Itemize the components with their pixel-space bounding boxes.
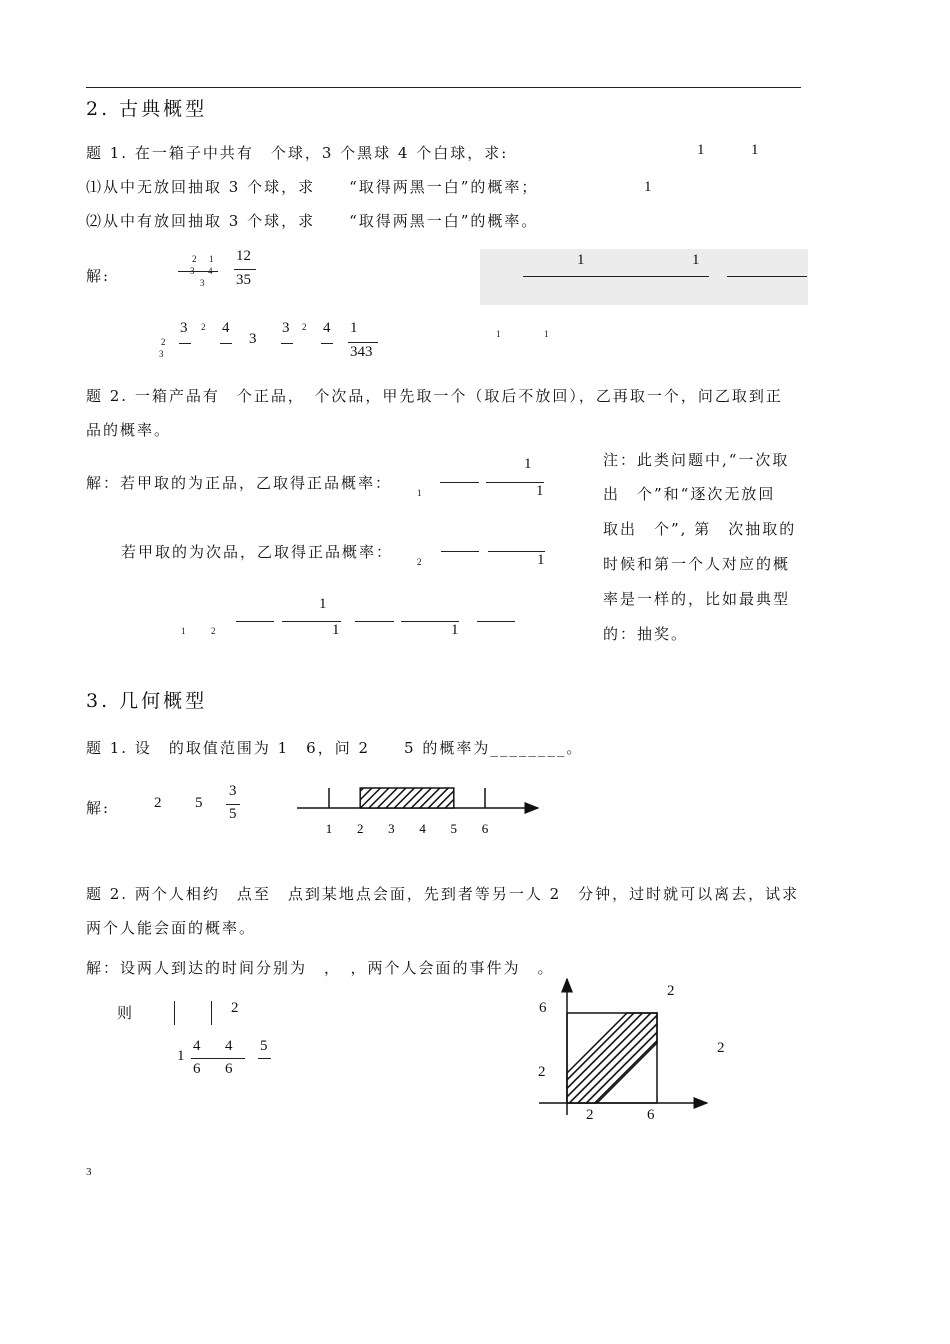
gray-band	[480, 249, 808, 305]
expr-sup: 2	[302, 322, 307, 332]
q1-side-num: 1	[751, 142, 759, 158]
solution-label: 解:	[86, 799, 111, 817]
fraction-denominator: 6	[225, 1061, 233, 1077]
fraction-numerator: 3	[229, 783, 237, 799]
small-index: 1	[209, 254, 214, 264]
geo-sol2-line: 解：设两人到达的时间分别为 ， ，两个人会面的事件为 。	[86, 959, 555, 977]
graph-side-label: 2	[717, 1040, 725, 1056]
tiny-num: 1	[544, 329, 549, 339]
note-line: 注：此类问题中,“一次取	[603, 451, 790, 469]
dash-bar	[236, 621, 274, 622]
top-rule	[86, 87, 801, 88]
expr-num: 4	[222, 320, 230, 336]
sol2-case1: 解：若甲取的为正品，乙取得正品概率：	[86, 474, 393, 492]
small-index: 3	[159, 349, 164, 359]
graph-label: 2	[586, 1107, 594, 1123]
fraction-numerator: 5	[260, 1038, 268, 1054]
graph-side-label: 2	[667, 983, 675, 999]
fraction-numerator: 1	[350, 320, 358, 336]
small-index: 2	[192, 254, 197, 264]
shaded-interval	[360, 788, 454, 808]
expr-num: 3	[180, 320, 188, 336]
solution-label: 解:	[86, 267, 111, 285]
fraction-denominator: 5	[229, 806, 237, 822]
fraction-denominator: 35	[236, 272, 251, 288]
q1-part2: ⑵从中有放回抽取 3 个球，求 “取得两黑一白”的概率。	[86, 212, 539, 230]
fraction-numerator: 4	[193, 1038, 201, 1054]
graph-label: 6	[539, 1000, 547, 1016]
number-line	[294, 780, 554, 840]
tiny-num: 1	[496, 329, 501, 339]
fraction-numerator: 4	[225, 1038, 233, 1054]
tick-label: 5	[450, 821, 458, 836]
subscript: 2	[417, 557, 422, 567]
fraction-numerator: 12	[236, 248, 251, 264]
graph-label: 2	[538, 1064, 546, 1080]
section-title-classical: 2. 古典概型	[86, 98, 208, 120]
expr-num: 2	[231, 1000, 239, 1016]
q1-side-num: 1	[644, 179, 652, 195]
tick-label: 2	[356, 821, 364, 836]
abs-bar	[174, 1001, 175, 1025]
small-index: 4	[208, 266, 213, 276]
dash-bar	[441, 551, 479, 552]
fraction-denominator: 6	[193, 1061, 201, 1077]
geo-q2-line2: 两个人能会面的概率。	[86, 919, 257, 937]
note-line: 取出 个”, 第 次抽取的	[603, 520, 797, 538]
note-line: 率是一样的，比如最典型	[603, 590, 791, 608]
geo-q2-line1: 题 2. 两个人相约 点至 点到某地点会面，先到者等另一人 2 分钟，过时就可以离去，试求	[86, 885, 800, 903]
expr-num: 5	[195, 795, 203, 811]
ze-label: 则	[117, 1004, 135, 1022]
abs-bar	[211, 1001, 212, 1025]
q1-side-num: 1	[697, 142, 705, 158]
short-bar	[281, 343, 293, 344]
one: 1	[451, 622, 459, 638]
meeting-band	[567, 1013, 657, 1103]
one: 1	[536, 483, 544, 499]
gray-num: 1	[692, 252, 700, 268]
gray-bar	[523, 276, 709, 277]
tick-label: 4	[419, 821, 426, 836]
q1-line1: 题 1. 在一箱子中共有 个球，3 个黑球 4 个白球，求:	[86, 144, 509, 162]
fraction-denominator: 343	[350, 344, 373, 360]
meeting-region-graph	[535, 975, 735, 1125]
note-line: 出 个”和“逐次无放回	[603, 485, 776, 503]
one: 1	[332, 622, 340, 638]
geo-q1: 题 1. 设 的取值范围为 1 6，问 2 5 的概率为________。	[86, 739, 584, 757]
sol2-case2: 若甲取的为次品，乙取得正品概率：	[121, 543, 394, 561]
expr-num: 2	[154, 795, 162, 811]
q1-part1: ⑴从中无放回抽取 3 个球，求 “取得两黑一白”的概率；	[86, 178, 539, 196]
small-index: 3	[200, 278, 205, 288]
expr-num: 4	[323, 320, 331, 336]
one: 1	[537, 552, 545, 568]
short-bar	[179, 343, 191, 344]
fraction-bar	[191, 1058, 245, 1059]
q2-line1: 题 2. 一箱产品有 个正品， 个次品，甲先取一个（取后不放回），乙再取一个，问乙取到正	[86, 387, 783, 405]
expr-num: 3	[282, 320, 290, 336]
subscript: 1	[417, 488, 422, 498]
small-index: 3	[190, 266, 195, 276]
dash-bar	[477, 621, 515, 622]
q2-line2: 品的概率。	[86, 421, 172, 439]
small-index: 2	[161, 337, 166, 347]
gray-bar	[727, 276, 807, 277]
expr-num: 1	[177, 1048, 185, 1064]
subscript: 2	[211, 626, 216, 636]
graph-label: 6	[647, 1107, 655, 1123]
one: 1	[319, 596, 327, 612]
gray-num: 1	[577, 252, 585, 268]
fraction-bar	[258, 1058, 271, 1059]
tick-label: 6	[481, 821, 489, 836]
fraction-bar	[226, 804, 240, 805]
page-number: 3	[86, 1166, 92, 1178]
one: 1	[524, 456, 532, 472]
note-line: 时候和第一个人对应的概	[603, 555, 791, 573]
expr-sup: 2	[201, 322, 206, 332]
dash-bar	[355, 621, 394, 622]
fraction-bar	[348, 342, 378, 343]
expr-num: 3	[249, 331, 257, 347]
tick-label: 3	[388, 821, 395, 836]
note-line: 的：抽奖。	[603, 625, 689, 643]
short-bar	[321, 343, 333, 344]
section-title-geometric: 3. 几何概型	[86, 690, 208, 712]
short-bar	[220, 343, 232, 344]
fraction-bar	[234, 269, 256, 270]
tick-label: 1	[325, 821, 333, 836]
subscript: 1	[181, 626, 186, 636]
dash-bar	[440, 482, 479, 483]
fraction-bar	[178, 271, 218, 272]
